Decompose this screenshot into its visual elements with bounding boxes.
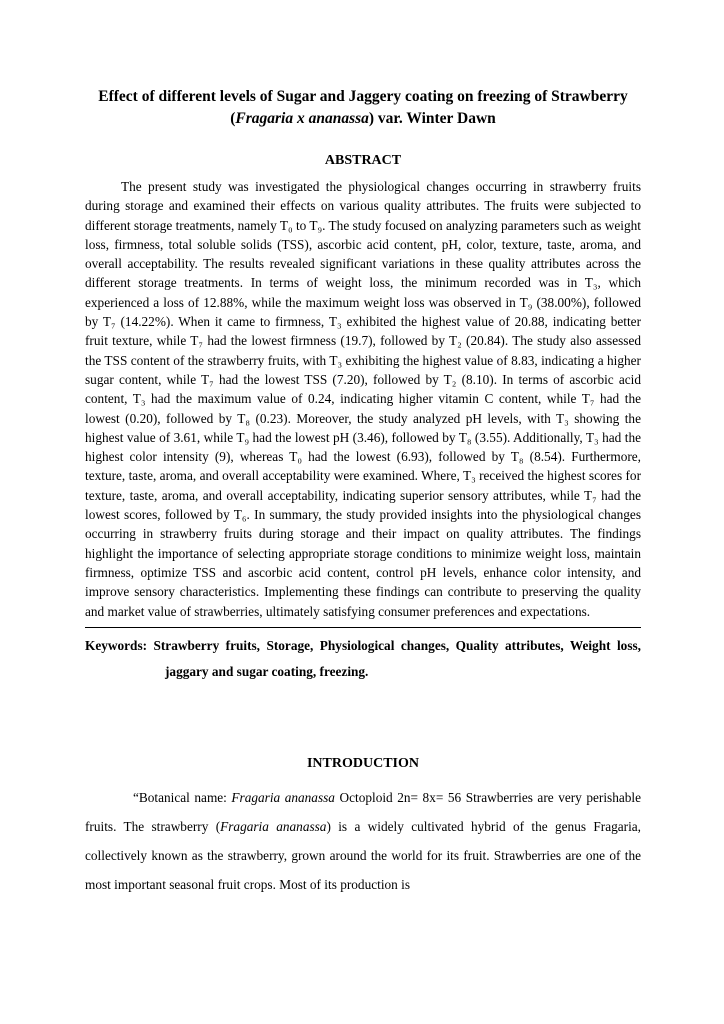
introduction-paragraph	[85, 783, 641, 899]
abstract-heading: ABSTRACT	[324, 153, 402, 168]
page-content	[85, 86, 641, 899]
paper-title	[85, 86, 641, 130]
text-segment: Octoploid 2n= 8x= 56 Strawberries are very perishable fruits. The strawberry (	[85, 789, 642, 834]
text-segment: Fragaria ananassa	[220, 818, 327, 834]
text-segment: Fragaria ananassa	[231, 789, 335, 805]
text-segment: Effect of different levels of Sugar and Jaggery coating on freezing of Strawberry (	[98, 88, 628, 127]
text-segment: ) var. Winter Dawn	[368, 110, 496, 127]
text-segment: Fragaria x ananassa	[235, 110, 369, 127]
text-segment: ) is a widely cultivated hybrid of the genus Fragaria, collectively known as the strawberry, grown around the world for its fruit. Strawberries are one of the most important seasonal fruit crops. Most of its production is	[85, 818, 641, 892]
abstract-paragraph: The present study was investigated the physiological changes occurring in strawberry fruits during storage and examined their effects on various quality attributes. The fruits were subjected to different storage treatments, namely T₀ to T₉. The study focused on analyzing parameters such as weight loss, firmness, total soluble solids (TSS), ascorbic acid content, pH, color, texture, taste, aroma, and overall acceptability. The results revealed significant variations in these quality attributes across the different storage treatments. In terms of weight loss, the minimum recorded was in T₃, which experienced a loss of 12.88%, while the maximum weight loss was observed in T₉ (38.00%), followed by T₇ (14.22%). When it came to firmness, T₃ exhibited the highest value of 20.88, indicating better fruit texture, while T₇ had the lowest firmness (19.7), followed by T₂ (20.84). The study also assessed the TSS content of the strawberry fruits, with T₃ exhibiting the highest value of 8.83, indicating a higher sugar content, while T₇ had the lowest TSS (7.20), followed by T₂ (8.10). In terms of ascorbic acid content, T₃ had the maximum value of 0.24, indicating higher vitamin C content, while T₇ had the lowest (0.20), followed by T₈ (0.23). Moreover, the study analyzed pH levels, with T₃ showing the highest value of 3.61, while T₉ had the lowest pH (3.46), followed by T₈ (3.55). Additionally, T₃ had the highest color intensity (9), whereas T₀ had the lowest (6.93), followed by T₈ (8.54). Furthermore, texture, taste, aroma, and overall acceptability were examined. Where, T₃ received the highest scores for texture, taste, aroma, and overall acceptability, indicating superior sensory attributes, while T₇ had the lowest scores, followed by T₆. In summary, the study provided insights into the physiological changes occurring in strawberry fruits during storage and their impact on quality attributes. The findings highlight the importance of selecting appropriate storage conditions to minimize weight loss, maintain firmness, optimize TSS and ascorbic acid content, control pH levels, enhance color intensity, and improve sensory characteristics. Implementing these findings can contribute to preserving the quality and market value of strawberries, ultimately satisfying consumer preferences and expectations.	[85, 179, 641, 619]
introduction-heading: INTRODUCTION	[306, 755, 419, 771]
keywords-paragraph: Keywords: Strawberry fruits, Storage, Physiological changes, Quality attributes, Weight loss, jaggary and sugar coating, freezing.	[85, 627, 641, 685]
text-segment: “Botanical name:	[133, 789, 232, 805]
